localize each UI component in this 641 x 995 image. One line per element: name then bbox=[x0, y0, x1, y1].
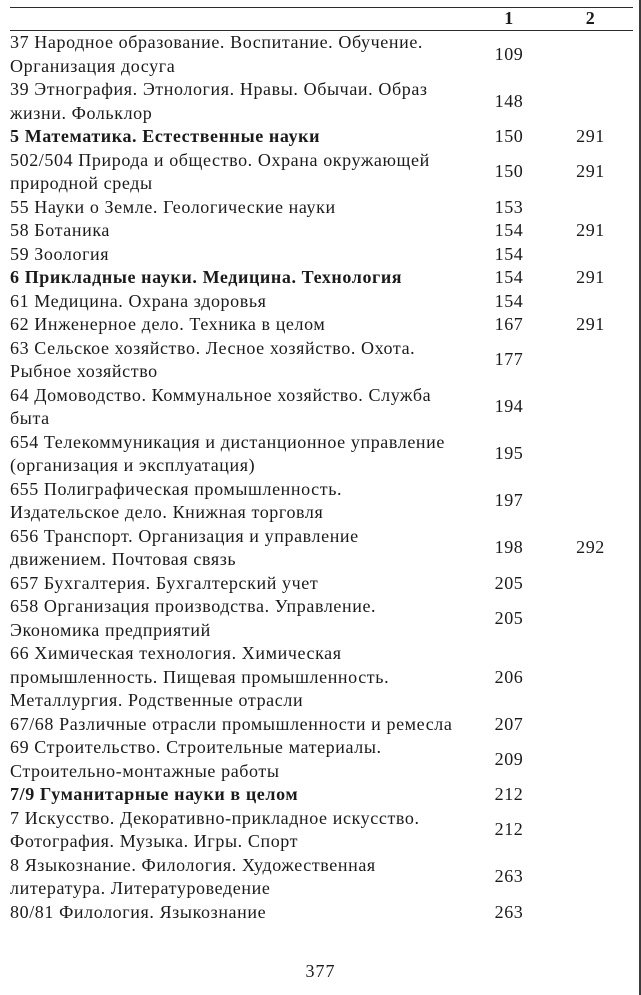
row-title: 37 Народное образование. Воспитание. Обучение. Организация досуга bbox=[10, 32, 424, 76]
row-page-col2: 291 bbox=[576, 314, 605, 334]
table-row bbox=[10, 337, 633, 384]
row-page-col2: 291 bbox=[576, 126, 605, 146]
row-title: 64 Домоводство. Коммунальное хозяйство. Служба быта bbox=[10, 384, 432, 428]
row-page-col1: 150 bbox=[494, 161, 524, 182]
row-title: 63 Сельское хозяйство. Лесное хозяйство. Охота. Рыбное хозяйство bbox=[10, 337, 416, 381]
table-row bbox=[10, 736, 633, 783]
table-row bbox=[10, 78, 633, 125]
row-title: 8 Языкознание. Филология. Художественная литература. Литературоведение bbox=[10, 854, 376, 898]
table-row bbox=[10, 384, 633, 431]
row-page-col1: 154 bbox=[494, 290, 524, 311]
table-row bbox=[10, 854, 633, 901]
row-page-col1: 212 bbox=[494, 784, 524, 804]
row-title: 655 Полиграфическая промышленность. Издательское дело. Книжная торговля bbox=[10, 478, 343, 522]
row-page-col1: 197 bbox=[494, 490, 524, 511]
table-row bbox=[10, 243, 633, 267]
table-row bbox=[10, 149, 633, 196]
row-page-col1: 263 bbox=[494, 866, 524, 887]
table-row bbox=[10, 713, 633, 737]
table-row bbox=[10, 196, 633, 220]
row-page-col1: 167 bbox=[494, 314, 524, 334]
contents-table bbox=[10, 7, 633, 924]
row-page-col1: 207 bbox=[494, 713, 524, 734]
row-title: 67/68 Различные отрасли промышленности и ремесла bbox=[10, 713, 453, 734]
row-page-col1: 150 bbox=[494, 126, 524, 146]
row-title: 5 Математика. Естественные науки bbox=[10, 126, 321, 146]
row-title: 39 Этнография. Этнология. Нравы. Обычаи. Образ жизни. Фольклор bbox=[10, 79, 428, 123]
row-page-col1: 154 bbox=[494, 243, 524, 264]
table-row bbox=[10, 478, 633, 525]
table-row bbox=[10, 595, 633, 642]
table-row bbox=[10, 125, 633, 149]
table-row bbox=[10, 31, 633, 78]
row-page-col1: 198 bbox=[494, 537, 524, 558]
row-page-col1: 205 bbox=[494, 607, 524, 628]
row-title: 654 Телекоммуникация и дистанционное управление (организация и эксплуатация) bbox=[10, 431, 445, 475]
table-row bbox=[10, 642, 633, 713]
row-page-col1: 209 bbox=[494, 748, 524, 769]
row-page-col2: 292 bbox=[576, 537, 605, 558]
row-page-col1: 206 bbox=[494, 666, 524, 687]
row-page-col2: 291 bbox=[576, 220, 605, 240]
table-row bbox=[10, 431, 633, 478]
row-page-col2: 291 bbox=[576, 161, 605, 182]
row-page-col1: 148 bbox=[494, 90, 524, 111]
row-page-col1: 212 bbox=[494, 819, 524, 840]
row-page-col1: 154 bbox=[494, 220, 524, 240]
row-page-col1: 177 bbox=[494, 349, 524, 370]
table-row bbox=[10, 313, 633, 337]
row-title: 7/9 Гуманитарные науки в целом bbox=[10, 784, 299, 804]
row-title: 58 Ботаника bbox=[10, 220, 111, 240]
table-body bbox=[10, 31, 633, 924]
row-title: 62 Инженерное дело. Техника в целом bbox=[10, 314, 326, 334]
row-page-col1: 154 bbox=[494, 267, 524, 287]
table-row bbox=[10, 901, 633, 925]
table-row bbox=[10, 525, 633, 572]
row-title: 55 Науки о Земле. Геологические науки bbox=[10, 196, 336, 217]
row-title: 502/504 Природа и общество. Охрана окружающей природной среды bbox=[10, 149, 430, 193]
table-row bbox=[10, 219, 633, 243]
row-title: 7 Искусство. Декоративно-прикладное искусство. Фотография. Музыка. Игры. Спорт bbox=[10, 807, 420, 851]
row-title: 6 Прикладные науки. Медицина. Технология bbox=[10, 267, 403, 287]
row-page-col1: 263 bbox=[494, 901, 524, 922]
row-page-col1: 153 bbox=[494, 196, 524, 217]
row-title: 657 Бухгалтерия. Бухгалтерский учет bbox=[10, 572, 319, 593]
row-title: 61 Медицина. Охрана здоровья bbox=[10, 290, 267, 311]
table-row bbox=[10, 290, 633, 314]
row-page-col2: 291 bbox=[576, 267, 605, 287]
row-title: 69 Строительство. Строительные материалы. Строительно-монтажные работы bbox=[10, 737, 382, 781]
row-title: 80/81 Филология. Языкознание bbox=[10, 901, 267, 922]
row-page-col1: 194 bbox=[494, 396, 524, 417]
column-header-1: 1 bbox=[504, 8, 514, 29]
table-row bbox=[10, 266, 633, 290]
row-title: 658 Организация производства. Управление. Экономика предприятий bbox=[10, 596, 377, 640]
row-page-col1: 109 bbox=[494, 43, 524, 64]
table-row bbox=[10, 572, 633, 596]
row-page-col1: 195 bbox=[494, 443, 524, 464]
table-row bbox=[10, 783, 633, 807]
row-page-col1: 205 bbox=[494, 572, 524, 593]
page-number: 377 bbox=[305, 960, 336, 981]
row-title: 59 Зоология bbox=[10, 243, 110, 264]
table-row bbox=[10, 807, 633, 854]
row-title: 656 Транспорт. Организация и управление движением. Почтовая связь bbox=[10, 525, 359, 569]
column-header-2: 2 bbox=[585, 8, 596, 29]
table-header-row bbox=[10, 7, 633, 31]
row-title: 66 Химическая технология. Химическая промышленность. Пищевая промышленность. Металлургия. Родственные отрасли bbox=[10, 643, 390, 710]
